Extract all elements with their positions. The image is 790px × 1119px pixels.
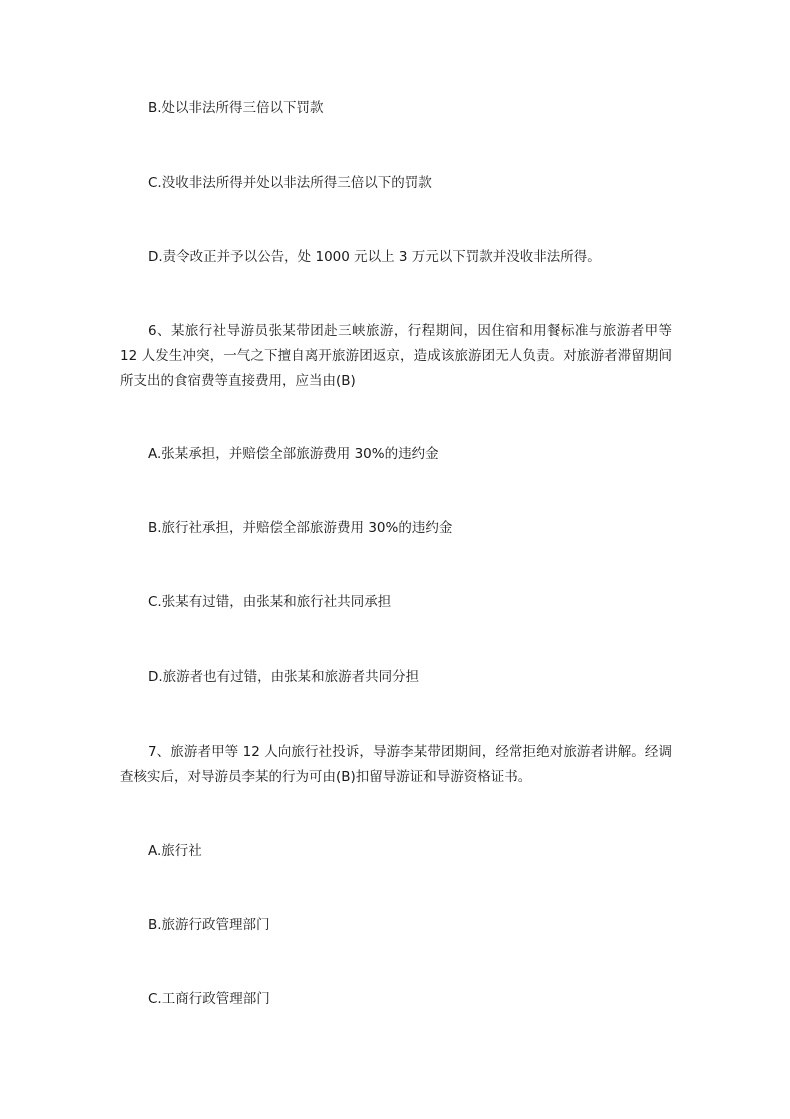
q6-option-b: B.旅行社承担，并赔偿全部旅游费用 30%的违约金 — [148, 520, 453, 536]
q6-question: 6、某旅行社导游员张某带团赴三峡旅游，行程期间，因住宿和用餐标准与旅游者甲等 12 人发生冲突，一气之下擅自离开旅游团返京，造成该旅游团无人负责。对旅游者滞留期间所支出的食宿费等直接费用，应当由(B) — [120, 323, 672, 389]
q6-option-a: A.张某承担，并赔偿全部旅游费用 30%的违约金 — [148, 446, 439, 462]
q6-option-d: D.旅游者也有过错，由张某和旅游者共同分担 — [148, 669, 420, 685]
q5-option-d: D.责令改正并予以公告，处 1000 元以上 3 万元以下罚款并没收非法所得。 — [148, 249, 601, 265]
q5-option-b: B.处以非法所得三倍以下罚款 — [148, 100, 324, 116]
q7-question: 7、旅游者甲等 12 人向旅行社投诉，导游李某带团期间，经常拒绝对旅游者讲解。经调查核实后，对导游员李某的行为可由(B)扣留导游证和导游资格证书。 — [120, 744, 672, 785]
q7-option-c: C.工商行政管理部门 — [148, 991, 270, 1007]
q6-option-c: C.张某有过错，由张某和旅行社共同承担 — [148, 594, 392, 610]
q7-option-b: B.旅游行政管理部门 — [148, 917, 270, 933]
q5-option-c: C.没收非法所得并处以非法所得三倍以下的罚款 — [148, 175, 432, 191]
q7-option-a: A.旅行社 — [148, 843, 202, 859]
